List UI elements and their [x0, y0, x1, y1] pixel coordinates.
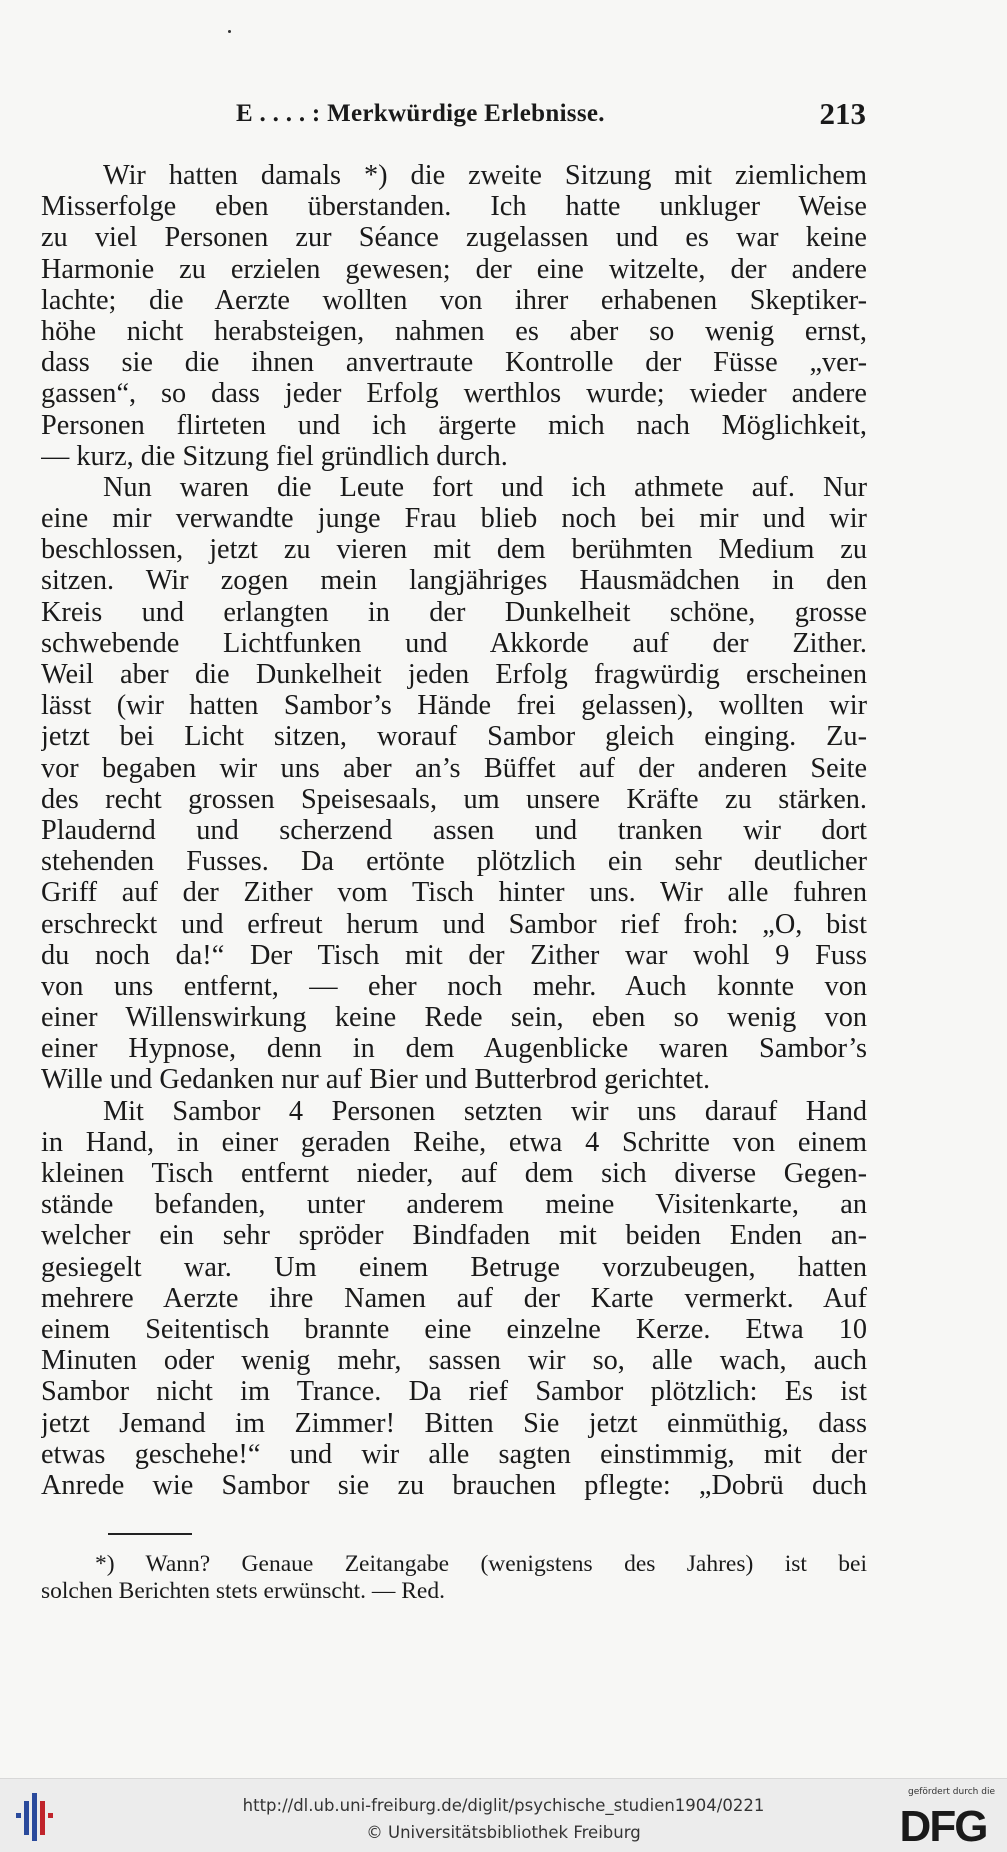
page-number: 213 — [819, 96, 866, 131]
running-head: E . . . . : Merkwürdige Erlebnisse. — [236, 100, 605, 127]
text-line: des recht grossen Speisesaals, um unsere Kräfte zu stärken. — [41, 783, 867, 815]
viewer-footer — [0, 1778, 1007, 1852]
text-line: Sambor nicht im Trance. Da rief Sambor plötzlich: Es ist — [41, 1376, 867, 1408]
text-line: Misserfolge eben überstanden. Ich hatte unkluger Weise — [41, 191, 867, 223]
text-line: schwebende Lichtfunken und Akkorde auf der Zither. — [41, 627, 867, 659]
text-line: welcher ein sehr spröder Bindfaden mit beiden Enden an- — [41, 1220, 867, 1252]
text-line: etwas geschehe!“ und wir alle sagten einstimmig, mit der — [41, 1438, 867, 1470]
permalink-url[interactable]: http://dl.ub.uni-freiburg.de/diglit/psychische_studien1904/0221 — [242, 1796, 765, 1815]
scan-speck — [228, 30, 231, 33]
footnote-rule — [108, 1533, 192, 1535]
text-line: Kreis und erlangten in der Dunkelheit schöne, grosse — [41, 596, 867, 628]
text-line: Minuten oder wenig mehr, sassen wir so, alle wach, auch — [41, 1345, 867, 1377]
text-line: in Hand, in einer geraden Reihe, etwa 4 Schritte von einem — [41, 1126, 867, 1158]
text-line: höhe nicht herabsteigen, nahmen es aber so wenig ernst, — [41, 315, 867, 347]
copyright-notice: © Universitätsbibliothek Freiburg — [366, 1823, 641, 1842]
text-line: erschreckt und erfreut herum und Sambor rief froh: „O, bist — [41, 908, 867, 940]
text-line: lässt (wir hatten Sambor’s Hände frei gelassen), wollten wir — [41, 690, 867, 722]
text-line: Griff auf der Zither vom Tisch hinter uns. Wir alle fuhren — [41, 877, 867, 909]
text-line: du noch da!“ Der Tisch mit der Zither war wohl 9 Fuss — [41, 939, 867, 971]
text-line: einem Seitentisch brannte eine einzelne Kerze. Etwa 10 — [41, 1313, 867, 1345]
text-line: kleinen Tisch entfernt nieder, auf dem sich diverse Gegen- — [41, 1158, 867, 1189]
text-line: einer Hypnose, denn in dem Augenblicke waren Sambor’s — [41, 1033, 867, 1065]
text-line: Anrede wie Sambor sie zu brauchen pflegte: „Dobrü duch — [41, 1469, 867, 1501]
text-line: vor begaben wir uns aber an’s Büffet auf der anderen Seite — [41, 752, 867, 784]
text-line: mehrere Aerzte ihre Namen auf der Karte vermerkt. Auf — [41, 1282, 867, 1314]
funding-note: gefördert durch die — [908, 1787, 995, 1797]
text-line: Weil aber die Dunkelheit jeden Erfolg fragwürdig erscheinen — [41, 659, 867, 690]
body-text — [41, 160, 867, 1501]
text-line: Wir hatten damals *) die zweite Sitzung mit ziemlichem — [103, 160, 867, 191]
dfg-logo-icon — [891, 1799, 995, 1847]
page-header — [42, 96, 866, 140]
text-line: sitzen. Wir zogen mein langjähriges Hausmädchen in den — [41, 565, 867, 597]
text-line: einer Willenswirkung keine Rede sein, eben so wenig von — [41, 1002, 867, 1034]
dfg-funding — [891, 1787, 995, 1847]
footnote-line: solchen Berichten stets erwünscht. — Red. — [41, 1578, 445, 1604]
text-line: Plaudernd und scherzend assen und tranken wir dort — [41, 814, 867, 846]
text-line: gassen“, so dass jeder Erfolg werthlos wurde; wieder andere — [41, 378, 867, 410]
text-line: jetzt Jemand im Zimmer! Bitten Sie jetzt einmüthig, dass — [41, 1407, 867, 1439]
dfg-logo-text: DFG — [899, 1802, 987, 1847]
text-line: Personen flirteten und ich ärgerte mich nach Möglichkeit, — [41, 409, 867, 441]
text-line: stehenden Fusses. Da ertönte plötzlich ein sehr deutlicher — [41, 846, 867, 878]
text-line: stände befanden, unter anderem meine Visitenkarte, an — [41, 1189, 867, 1221]
text-line: Harmonie zu erzielen gewesen; der eine witzelte, der andere — [41, 253, 867, 285]
text-line: von uns entfernt, — eher noch mehr. Auch konnte von — [41, 970, 867, 1002]
text-line: eine mir verwandte junge Frau blieb noch bei mir und wir — [41, 503, 867, 535]
text-line: beschlossen, jetzt zu vieren mit dem berühmten Medium zu — [41, 534, 867, 566]
text-line: gesiegelt war. Um einem Betruge vorzubeugen, hatten — [41, 1251, 867, 1283]
text-line: Mit Sambor 4 Personen setzten wir uns darauf Hand — [103, 1095, 867, 1127]
text-line: Nun waren die Leute fort und ich athmete auf. Nur — [103, 471, 867, 503]
text-line: — kurz, die Sitzung fiel gründlich durch. — [41, 440, 508, 472]
text-line: jetzt bei Licht sitzen, worauf Sambor gleich einging. Zu- — [41, 721, 867, 753]
footnote — [41, 1551, 867, 1605]
text-line: dass sie die ihnen anvertraute Kontrolle der Füsse „ver- — [41, 347, 867, 379]
text-line: Wille und Gedanken nur auf Bier und Butterbrod gerichtet. — [41, 1064, 711, 1096]
text-line: lachte; die Aerzte wollten von ihrer erhabenen Skeptiker- — [41, 284, 867, 316]
footnote-line: *) Wann? Genaue Zeitangabe (wenigstens des Jahres) ist bei — [95, 1551, 867, 1577]
text-line: zu viel Personen zur Séance zugelassen und es war keine — [41, 222, 867, 254]
